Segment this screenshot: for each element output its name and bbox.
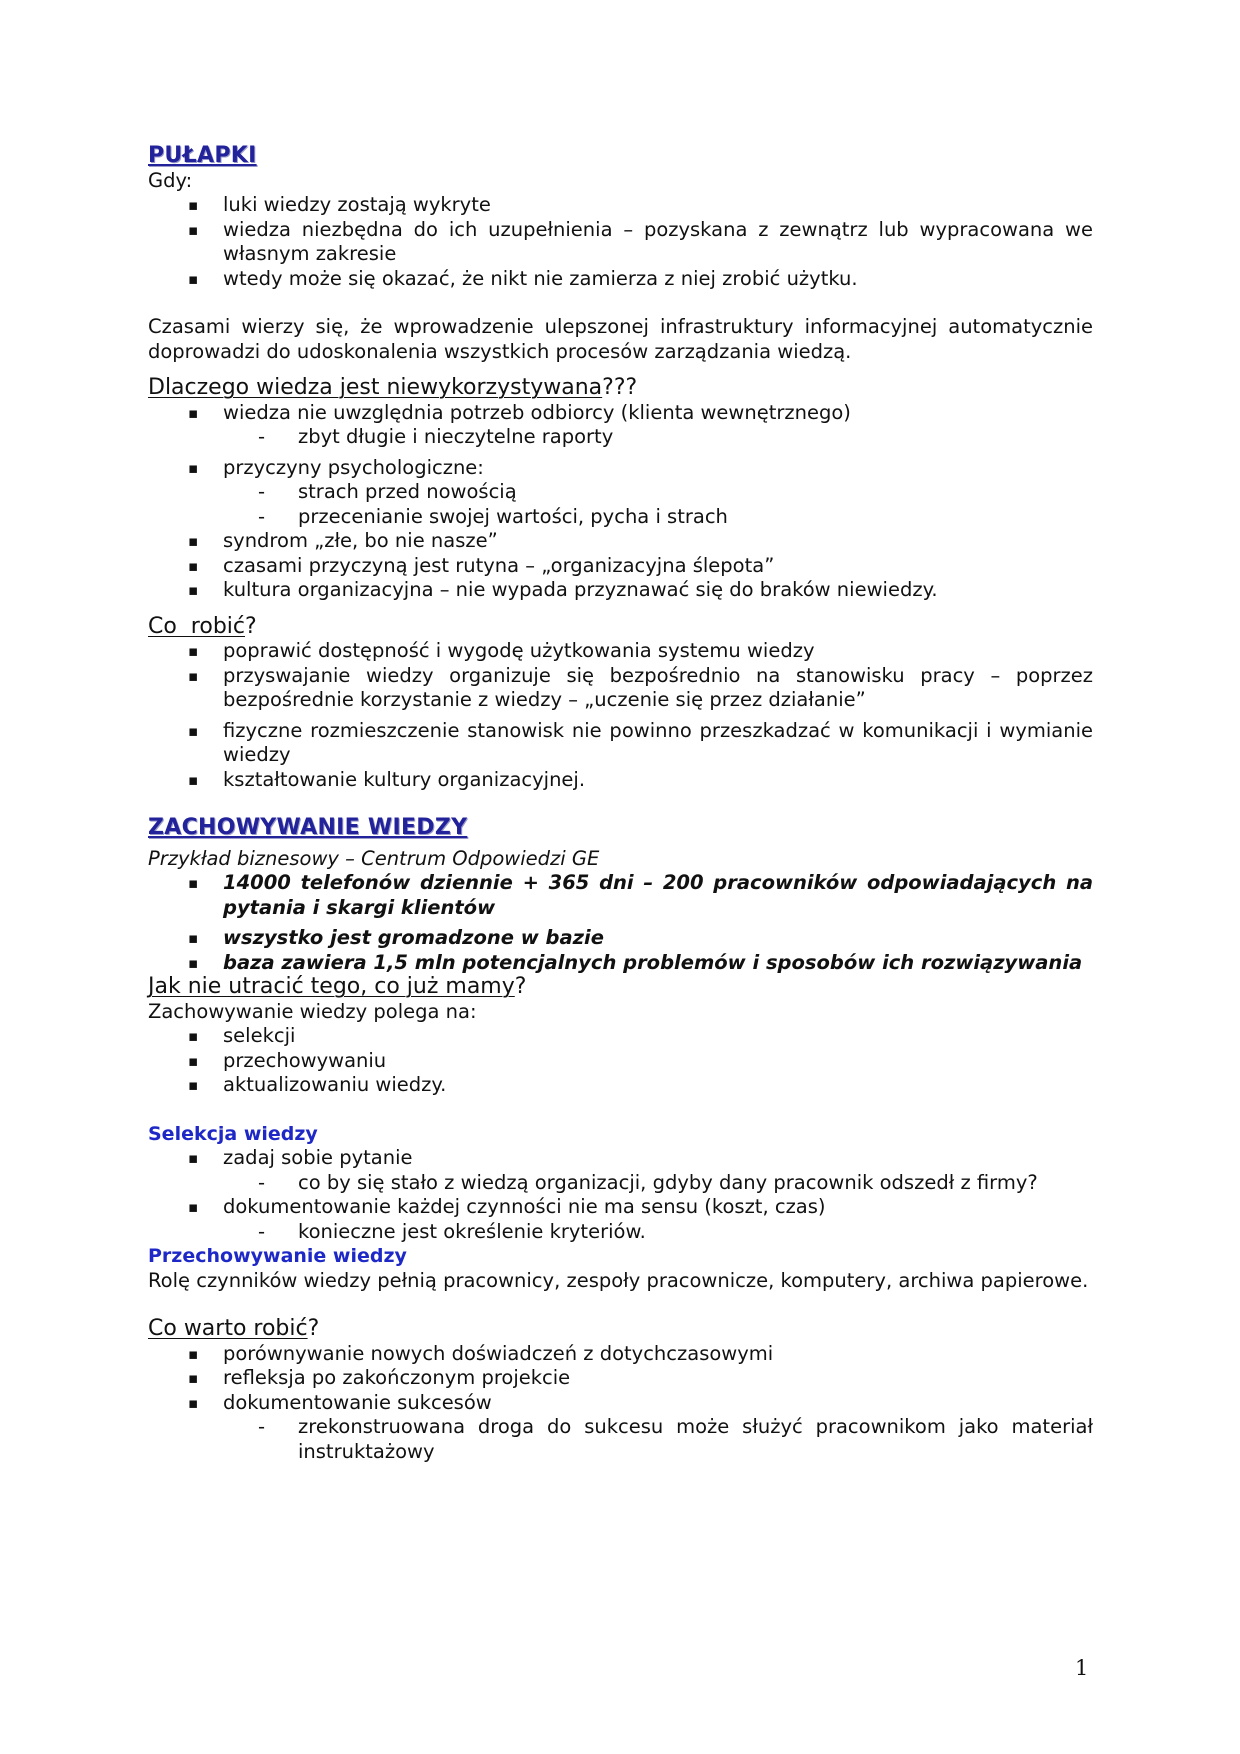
example-heading: Przykład biznesowy – Centrum Odpowiedzi GE	[148, 846, 600, 870]
list-item: ▪ wiedza niezbędna do ich uzupełnienia – pozyskana z zewnątrz lub wypracowana we własnym zakresie	[148, 218, 1093, 267]
list-item: ▪ porównywanie nowych doświadczeń z dotychczasowymi	[148, 1342, 1093, 1367]
list-item: ▪ kształtowanie kultury organizacyjnej.	[148, 768, 1093, 793]
subheading-tail: ?	[307, 1316, 320, 1341]
sub-list-item: - strach przed nowością	[148, 480, 1093, 505]
list-item: ▪ 14000 telefonów dziennie + 365 dni – 200 pracowników odpowiadających na pytania i skargi klientów	[148, 871, 1093, 920]
subheading-selekcja: Selekcja wiedzy	[148, 1122, 318, 1145]
subheading-co-warto-robic	[148, 1317, 1093, 1342]
list-item: ▪ przechowywaniu	[148, 1049, 1093, 1074]
list-item: ▪ czasami przyczyną jest rutyna – „organizacyjna ślepota”	[148, 554, 1093, 579]
subheading-tail: ?	[245, 613, 257, 639]
list-item: ▪ aktualizowaniu wiedzy.	[148, 1073, 1093, 1098]
sub-list-item: - zbyt długie i nieczytelne raporty	[148, 425, 1093, 450]
subheading-text: Co warto robić	[148, 1316, 308, 1341]
list-item: ▪ wiedza nie uwzględnia potrzeb odbiorcy (klienta wewnętrznego)	[148, 401, 1093, 426]
subheading-dlaczego	[148, 376, 1093, 401]
list-item: ▪ fizyczne rozmieszczenie stanowisk nie powinno przeszkadzać w komunikacji i wymianie wiedzy	[148, 719, 1093, 768]
subheading-text: Co robić	[148, 613, 246, 639]
paragraph: Czasami wierzy się, że wprowadzenie ulepszonej infrastruktury informacyjnej automatycznie doprowadzi do udoskonalenia wszystkich procesów zarządzania wiedzą.	[148, 315, 1093, 363]
sub-list-item: - konieczne jest określenie kryteriów.	[148, 1220, 1093, 1245]
subheading-jak-nie-utracic	[148, 975, 1093, 1000]
list-item: ▪ dokumentowanie sukcesów	[148, 1391, 1093, 1416]
bullet-list	[148, 639, 1093, 792]
bullet-list	[148, 193, 1093, 291]
list-item: ▪ poprawić dostępność i wygodę użytkowania systemu wiedzy	[148, 639, 1093, 664]
section-title-pulapki: PUŁAPKI	[148, 143, 257, 168]
list-item: ▪ refleksja po zakończonym projekcie	[148, 1366, 1093, 1391]
bullet-list	[148, 401, 1093, 603]
bullet-list	[148, 1146, 1093, 1244]
sub-list-item: - zrekonstruowana droga do sukcesu może służyć pracownikom jako materiał instruktażowy	[148, 1415, 1093, 1464]
list-item: ▪ wtedy może się okazać, że nikt nie zamierza z niej zrobić użytku.	[148, 267, 1093, 292]
subheading-tail: ???	[602, 375, 638, 400]
subheading-text: Jak nie utracić tego, co już mamy	[148, 974, 515, 999]
document-body	[148, 144, 1093, 1464]
list-item: ▪ luki wiedzy zostają wykryte	[148, 193, 1093, 218]
list-item: ▪ wszystko jest gromadzone w bazie	[148, 926, 1093, 951]
list-item: ▪ syndrom „złe, bo nie nasze”	[148, 529, 1093, 554]
subheading-przechowywanie: Przechowywanie wiedzy	[148, 1245, 407, 1267]
list-item: ▪ dokumentowanie każdej czynności nie ma sensu (koszt, czas)	[148, 1195, 1093, 1220]
page-number: 1	[1075, 1656, 1089, 1680]
sub-list-item: - co by się stało z wiedzą organizacji, gdyby dany pracownik odszedł z firmy?	[148, 1171, 1093, 1196]
section-title-zachowywanie: ZACHOWYWANIE WIEDZY	[148, 815, 468, 840]
list-item: ▪ przyczyny psychologiczne:	[148, 456, 1093, 481]
bullet-list	[148, 871, 1093, 975]
sub-list-item: - przecenianie swojej wartości, pycha i strach	[148, 505, 1093, 530]
list-item: ▪ kultura organizacyjna – nie wypada przyznawać się do braków niewiedzy.	[148, 578, 1093, 603]
bullet-list	[148, 1024, 1093, 1098]
intro-text: Zachowywanie wiedzy polega na:	[148, 999, 477, 1023]
list-item: ▪ zadaj sobie pytanie	[148, 1146, 1093, 1171]
paragraph: Rolę czynników wiedzy pełnią pracownicy, zespoły pracownicze, komputery, archiwa papierowe.	[148, 1268, 1089, 1292]
subheading-tail: ?	[514, 974, 527, 999]
list-item: ▪ selekcji	[148, 1024, 1093, 1049]
subheading-co-robic	[148, 615, 1093, 640]
bullet-list	[148, 1342, 1093, 1465]
intro-text: Gdy:	[148, 168, 193, 192]
list-item: ▪ baza zawiera 1,5 mln potencjalnych problemów i sposobów ich rozwiązywania	[148, 951, 1093, 976]
subheading-text: Dlaczego wiedza jest niewykorzystywana	[148, 375, 603, 400]
list-item: ▪ przyswajanie wiedzy organizuje się bezpośrednio na stanowisku pracy – poprzez bezpośrednie korzystanie z wiedzy – „uczenie się przez działanie”	[148, 664, 1093, 713]
